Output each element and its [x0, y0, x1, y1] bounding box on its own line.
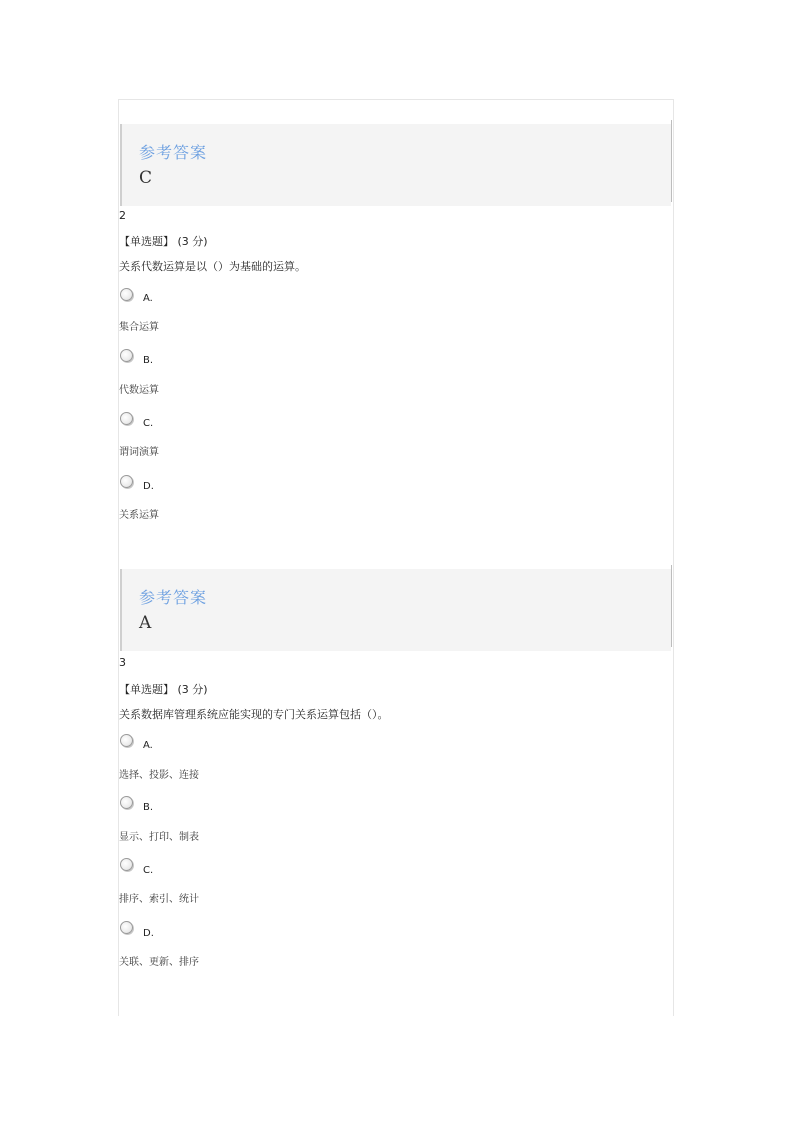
option-c-text: 排序、索引、统计 — [119, 894, 199, 905]
option-a-text: 集合运算 — [119, 322, 159, 333]
question-text: 关系数据库管理系统应能实现的专门关系运算包括（）。 — [119, 708, 389, 721]
option-a-radio[interactable] — [120, 734, 133, 747]
option-d-text: 关系运算 — [119, 510, 159, 521]
option-b-letter: B. — [143, 802, 154, 813]
option-c-letter: C. — [143, 418, 154, 429]
option-b-text: 代数运算 — [119, 385, 159, 396]
answer-box-q1 — [120, 124, 671, 206]
answer-title: 参考答案 — [139, 588, 208, 607]
option-a-letter: A. — [143, 293, 153, 304]
answer-box-border — [671, 565, 672, 647]
option-d-text: 关联、更新、排序 — [119, 957, 199, 968]
option-a-letter: A. — [143, 740, 153, 751]
question-type: 【单选题】 (3 分) — [119, 235, 208, 248]
option-b-radio[interactable] — [120, 796, 133, 809]
option-a-radio[interactable] — [120, 288, 133, 301]
answer-box-border — [671, 120, 672, 202]
option-b-letter: B. — [143, 355, 154, 366]
option-d-letter: D. — [143, 928, 154, 939]
option-c-text: 谓词演算 — [119, 447, 159, 458]
question-number: 2 — [119, 209, 126, 222]
answer-box-q2 — [120, 569, 671, 651]
answer-title: 参考答案 — [139, 143, 208, 162]
option-c-letter: C. — [143, 865, 154, 876]
option-d-radio[interactable] — [120, 921, 133, 934]
question-number: 3 — [119, 656, 126, 669]
answer-value: C — [139, 168, 153, 188]
question-text: 关系代数运算是以（）为基础的运算。 — [119, 260, 306, 273]
option-c-radio[interactable] — [120, 412, 133, 425]
option-b-radio[interactable] — [120, 349, 133, 362]
option-d-radio[interactable] — [120, 475, 133, 488]
option-a-text: 选择、投影、连接 — [119, 770, 199, 781]
option-c-radio[interactable] — [120, 858, 133, 871]
option-d-letter: D. — [143, 481, 154, 492]
option-b-text: 显示、打印、制表 — [119, 832, 199, 843]
answer-value: A — [139, 613, 152, 633]
question-type: 【单选题】 (3 分) — [119, 683, 208, 696]
